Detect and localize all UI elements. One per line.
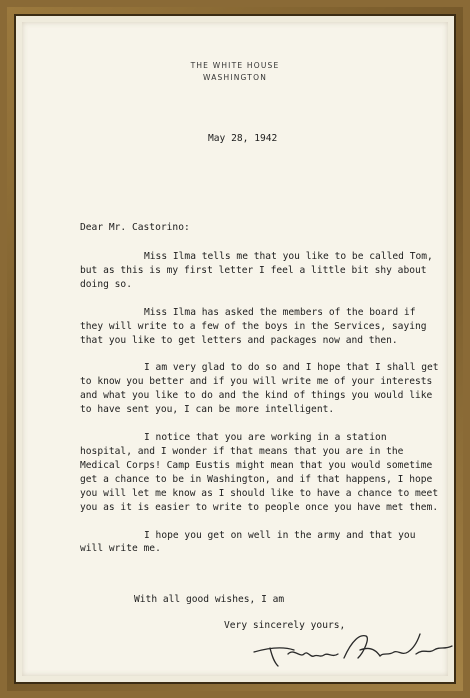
paragraph-1: Miss Ilma tells me that you like to be called Tom, but as this is my first letter I feel a little bit shy about doing so. bbox=[80, 251, 433, 290]
frame-mat bbox=[14, 14, 456, 684]
salutation: Dear Mr. Castorino: bbox=[80, 222, 190, 233]
paragraph-3: I am very glad to do so and I hope that I shall get to know you better and if you will write me of your interests and what you like to do and the kind of things you would like to have sent you, I can be more intelligent. bbox=[80, 362, 439, 416]
closing-signoff: Very sincerely yours, bbox=[224, 620, 346, 631]
letterhead bbox=[22, 60, 448, 84]
letter-date: May 28, 1942 bbox=[208, 133, 278, 144]
paragraph-4: I notice that you are working in a station hospital, and I wonder if that means that you are in the Medical Corps! Camp Eustis might mean that you would sometime get a chance to be in Washington, and if that happens, I hope you will let me know as I should like to have a chance to meet you as it is easier to write to people once you have met them. bbox=[80, 432, 439, 513]
handwritten-signature bbox=[248, 628, 458, 672]
letterhead-line-1: THE WHITE HOUSE bbox=[190, 61, 280, 70]
letter-body bbox=[80, 250, 440, 570]
paragraph-2: Miss Ilma has asked the members of the board if they will write to a few of the boys in the Services, saying that you like to get letters and packages now and then. bbox=[80, 306, 427, 346]
paragraph-5: I hope you get on well in the army and that you will write me. bbox=[80, 529, 416, 555]
letter-paper bbox=[22, 22, 448, 676]
letterhead-line-2: WASHINGTON bbox=[203, 73, 267, 82]
closing-wishes: With all good wishes, I am bbox=[134, 594, 285, 605]
